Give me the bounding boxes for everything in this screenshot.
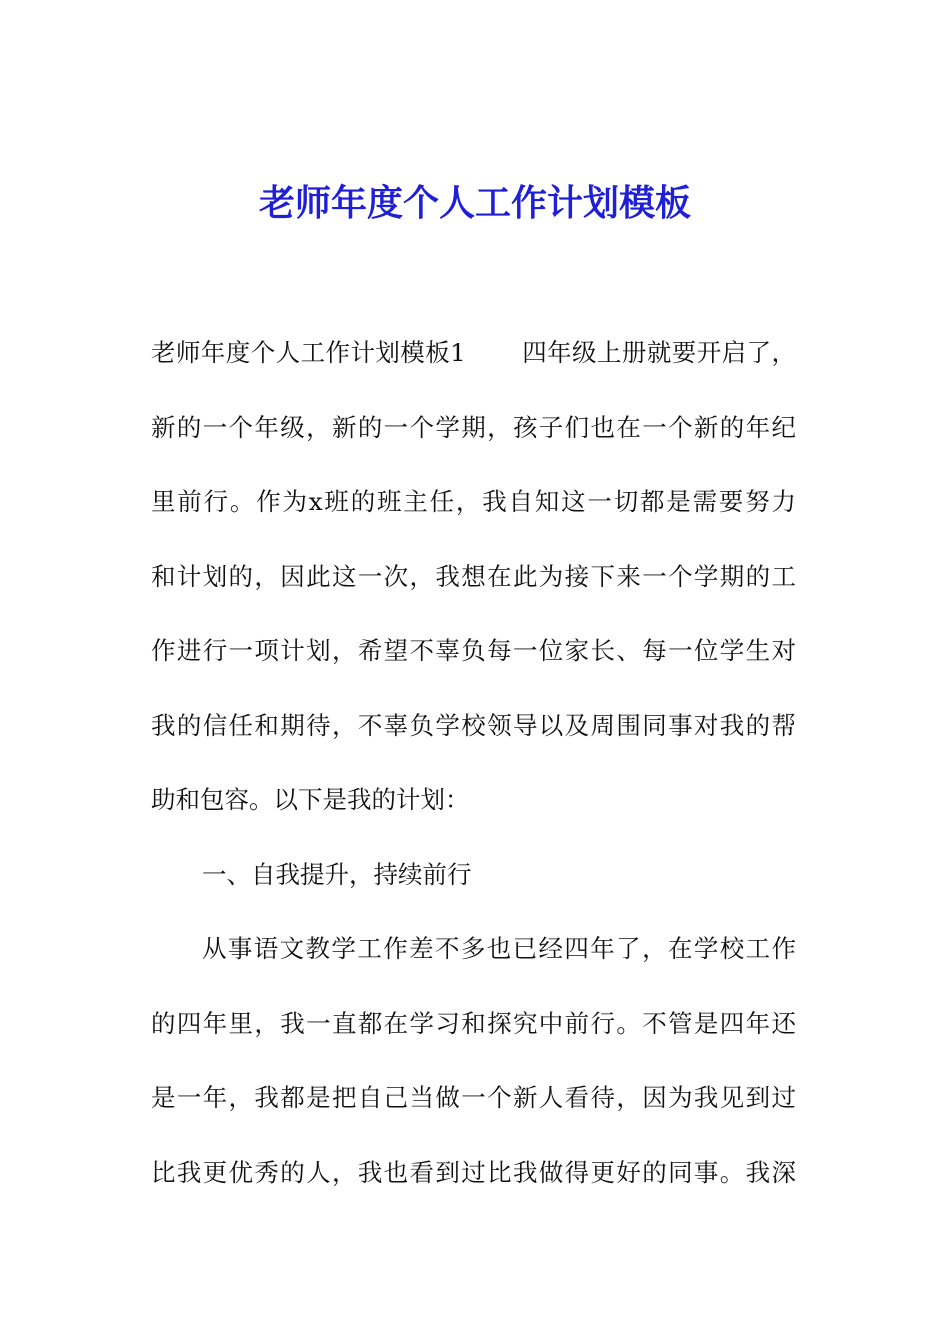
section-heading-1: 一、自我提升，持续前行 <box>202 859 472 889</box>
paragraph-2-line-1: 从事语文教学工作差不多也已经四年了，在学校工作 <box>202 934 796 963</box>
paragraph-1-opening: 四年级上册就要开启了， <box>521 338 797 367</box>
paragraph-1-line-6: 我的信任和期待，不辜负学校领导以及周围同事对我的帮 <box>151 710 796 740</box>
document-body <box>151 328 796 1222</box>
paragraph-1-line-1 <box>151 328 796 403</box>
paragraph-2-line-2: 的四年里，我一直都在学习和探究中前行。不管是四年还 <box>151 1008 796 1038</box>
paragraph-1-line-3: 里前行。作为x班的班主任，我自知这一切都是需要努力 <box>151 487 796 516</box>
paragraph-1-line-5: 作进行一项计划，希望不辜负每一位家长、每一位学生对 <box>151 636 796 665</box>
paragraph-1-line-2: 新的一个年级，新的一个学期，孩子们也在一个新的年纪 <box>151 412 796 442</box>
paragraph-1-line-7: 助和包容。以下是我的计划： <box>151 785 470 814</box>
paragraph-1-line-4: 和计划的，因此这一次，我想在此为接下来一个学期的工 <box>151 561 796 591</box>
paragraph-2-line-3: 是一年，我都是把自己当做一个新人看待，因为我见到过 <box>151 1083 796 1112</box>
document-title: 老师年度个人工作计划模板 <box>258 182 691 224</box>
template-heading-inline: 老师年度个人工作计划模板1 <box>151 338 466 367</box>
paragraph-2-line-4: 比我更优秀的人，我也看到过比我做得更好的同事。我深 <box>151 1157 796 1187</box>
